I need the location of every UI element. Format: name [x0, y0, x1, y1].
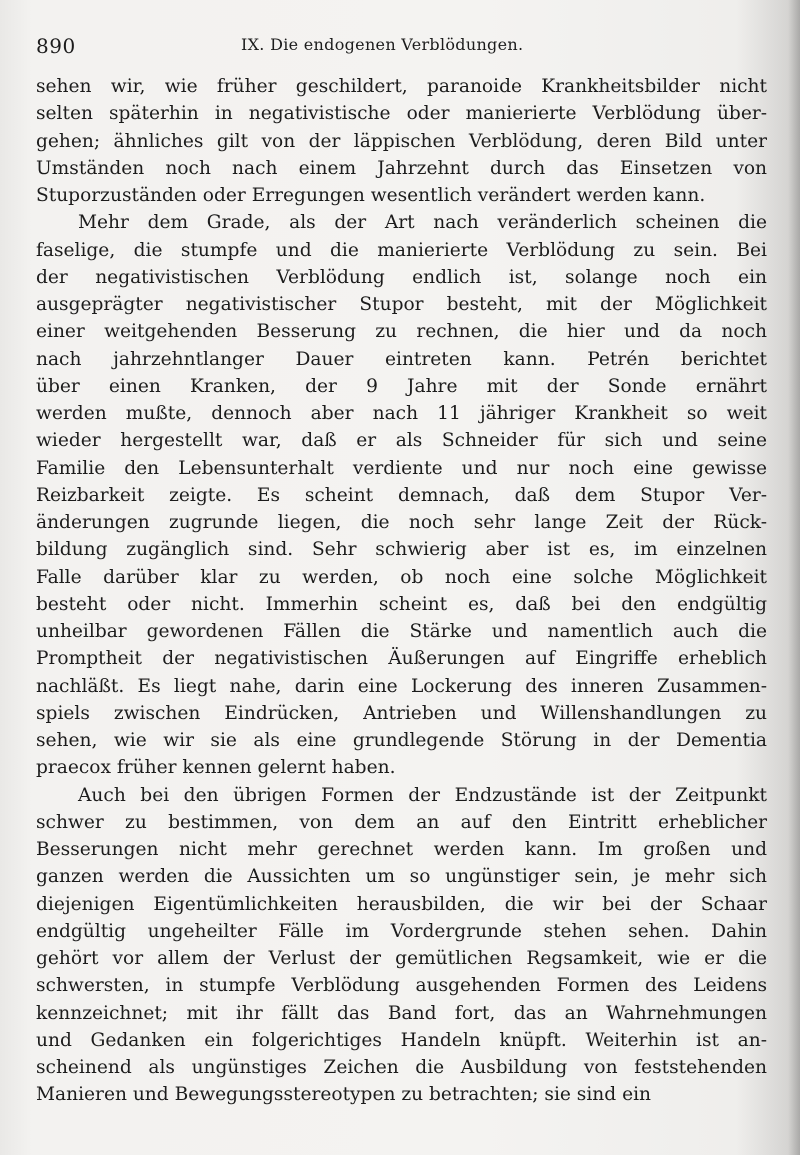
text-line: kennzeichnet; mit ihr fällt das Band fort, das an Wahrnehmungen — [36, 1002, 767, 1024]
text-line: Familie den Lebensunterhalt verdiente und nur noch eine gewisse — [36, 457, 767, 479]
text-line: nach jahrzehntlanger Dauer eintreten kann. Petrén berichtet — [36, 348, 767, 370]
text-line: sehen, wie wir sie als eine grundlegende Störung in der Dementia — [36, 730, 767, 751]
text-line: werden mußte, dennoch aber nach 11 jähriger Krankheit so weit — [36, 403, 767, 424]
paragraph — [36, 73, 767, 209]
text-line: einer weitgehenden Besserung zu rechnen, die hier und da noch — [36, 321, 767, 343]
paragraph — [36, 209, 767, 781]
text-line: änderungen zugrunde liegen, die noch sehr lange Zeit der Rück- — [36, 512, 767, 533]
running-head: IX. Die endogenen Verblödungen. — [241, 35, 524, 54]
text-line: faselige, die stumpfe und die manierierte Verblödung zu sein. Bei — [36, 239, 767, 261]
text-line: nachläßt. Es liegt nahe, darin eine Lockerung des inneren Zusammen- — [36, 675, 767, 697]
page-edge-shadow — [788, 0, 800, 1155]
text-line: schwer zu bestimmen, von dem an auf den Eintritt erheblicher — [36, 811, 767, 833]
text-line: sehen wir, wie früher geschildert, paranoide Krankheitsbilder nicht — [36, 76, 767, 97]
text-line: diejenigen Eigentümlichkeiten herausbilden, die wir bei der Schaar — [36, 893, 767, 915]
text-line: gehört vor allem der Verlust der gemütlichen Regsamkeit, wie er die — [36, 948, 767, 969]
text-line: wieder hergestellt war, daß er als Schneider für sich und seine — [36, 430, 767, 452]
page-header — [36, 34, 766, 60]
text-line: ganzen werden die Aussichten um so ungünstiger sein, je mehr sich — [36, 866, 767, 888]
text-line: bildung zugänglich sind. Sehr schwierig aber ist es, im einzelnen — [36, 539, 767, 561]
text-line: spiels zwischen Eindrücken, Antrieben und Willenshandlungen zu — [36, 702, 767, 724]
text-line: Auch bei den übrigen Formen der Endzustände ist der Zeitpunkt — [78, 784, 767, 806]
body-text — [36, 73, 767, 1109]
text-line: ausgeprägter negativistischer Stupor besteht, mit der Möglichkeit — [36, 294, 767, 315]
text-line: selten späterhin in negativistische oder manierierte Verblödung über- — [36, 103, 767, 125]
text-line: endgültig ungeheilter Fälle im Vordergrunde stehen sehen. Dahin — [36, 920, 767, 942]
text-line: der negativistischen Verblödung endlich ist, solange noch ein — [36, 266, 767, 288]
text-line: besteht oder nicht. Immerhin scheint es, daß bei den endgültig — [36, 593, 767, 615]
text-line: praecox früher kennen gelernt haben. — [36, 757, 396, 779]
text-line: scheinend als ungünstiges Zeichen die Ausbildung von feststehenden — [36, 1057, 767, 1078]
text-line: unheilbar gewordenen Fällen die Stärke und namentlich auch die — [36, 621, 767, 642]
text-line: gehen; ähnliches gilt von der läppischen Verblödung, deren Bild unter — [36, 130, 767, 152]
text-line: Mehr dem Grade, als der Art nach veränderlich scheinen die — [78, 212, 767, 234]
text-line: über einen Kranken, der 9 Jahre mit der Sonde ernährt — [36, 375, 767, 397]
text-line: und Gedanken ein folgerichtiges Handeln knüpft. Weiterhin ist an- — [36, 1029, 767, 1051]
text-line: Falle darüber klar zu werden, ob noch eine solche Möglichkeit — [36, 566, 767, 588]
paragraph — [36, 782, 767, 1109]
text-line: Reizbarkeit zeigte. Es scheint demnach, daß dem Stupor Ver- — [36, 484, 767, 506]
text-line: Besserungen nicht mehr gerechnet werden kann. Im großen und — [36, 839, 767, 860]
text-line: Stuporzuständen oder Erregungen wesentlich verändert werden kann. — [36, 185, 706, 206]
text-line: schwersten, in stumpfe Verblödung ausgehenden Formen des Leidens — [36, 975, 767, 997]
page-number: 890 — [36, 34, 76, 58]
text-line: Manieren und Bewegungsstereotypen zu betrachten; sie sind ein — [36, 1084, 652, 1106]
text-line: Promptheit der negativistischen Äußerungen auf Eingriffe erheblich — [36, 648, 767, 670]
text-line: Umständen noch nach einem Jahrzehnt durch das Einsetzen von — [36, 157, 767, 179]
